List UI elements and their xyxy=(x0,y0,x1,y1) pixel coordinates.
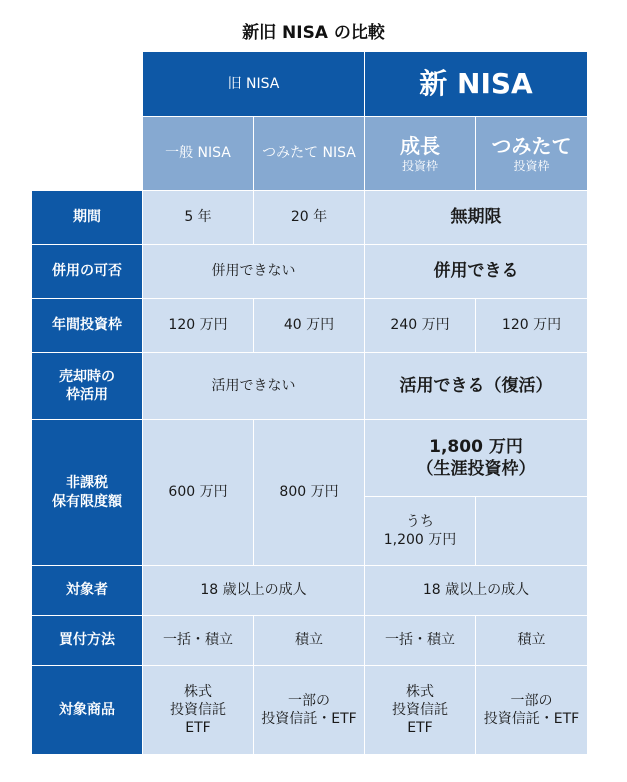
row-label-reuse xyxy=(32,353,142,419)
limit-seicho xyxy=(365,497,475,565)
annual-ippan: 120 万円 xyxy=(143,299,253,352)
annual-tsumitate-new: 120 万円 xyxy=(476,299,587,352)
page-title: 新旧 NISA の比較 xyxy=(242,23,385,43)
products-tsumitate-new xyxy=(476,666,587,754)
header-tsumitate-new-sub: 投資枠 xyxy=(513,158,550,173)
row-label-limit xyxy=(32,420,142,565)
products-ippan-line1: 株式 xyxy=(184,683,212,700)
combined-new: 併用できる xyxy=(365,245,587,298)
row-label-reuse-line1: 売却時の xyxy=(59,368,115,385)
products-seicho-line3: ETF xyxy=(407,720,433,737)
method-tsumitate-new: 積立 xyxy=(476,616,587,665)
header-tsumitate-new-main: つみたて xyxy=(491,133,572,158)
row-label-method: 買付方法 xyxy=(32,616,142,665)
limit-seicho-line2: 1,200 万円 xyxy=(383,532,457,548)
row-label-annual: 年間投資枠 xyxy=(32,299,142,352)
products-tsumitate-line2: 投資信託・ETF xyxy=(261,711,357,727)
reuse-old: 活用できない xyxy=(143,353,364,419)
products-seicho-line1: 株式 xyxy=(406,683,434,700)
limit-new-line1: 1,800 万円 xyxy=(429,436,523,457)
method-ippan: 一括・積立 xyxy=(143,616,253,665)
products-tsumitate-new-line2: 投資信託・ETF xyxy=(483,711,580,727)
row-label-reuse-line2: 枠活用 xyxy=(66,387,108,403)
products-tsumitate-new-line1: 一部の xyxy=(510,692,553,709)
header-old-nisa: 旧 NISA xyxy=(143,52,364,116)
method-tsumitate: 積立 xyxy=(254,616,364,665)
limit-ippan: 600 万円 xyxy=(143,420,253,565)
row-label-limit-line1: 非課税 xyxy=(66,475,108,492)
header-tsumitate-nisa-old: つみたて NISA xyxy=(254,117,364,190)
row-label-limit-line2: 保有限度額 xyxy=(52,493,122,510)
period-tsumitate: 20 年 xyxy=(254,191,364,244)
products-seicho-line2: 投資信託 xyxy=(392,701,448,718)
products-ippan xyxy=(143,666,253,754)
header-seicho-sub: 投資枠 xyxy=(401,158,438,173)
reuse-new: 活用できる（復活） xyxy=(365,353,587,419)
header-seicho-main: 成長 xyxy=(400,133,440,158)
header-ippan-nisa: 一般 NISA xyxy=(143,117,253,190)
products-ippan-line2: 投資信託 xyxy=(170,701,226,718)
limit-seicho-line1: うち xyxy=(406,513,434,530)
header-new-nisa: 新 NISA xyxy=(365,52,587,116)
row-label-combined: 併用の可否 xyxy=(32,245,142,298)
period-new: 無期限 xyxy=(365,191,587,244)
products-ippan-line3: ETF xyxy=(185,720,211,737)
limit-new xyxy=(365,420,587,496)
limit-tsumitate: 800 万円 xyxy=(254,420,364,565)
row-label-products: 対象商品 xyxy=(32,666,142,754)
products-tsumitate-line1: 一部の xyxy=(288,692,330,709)
row-label-target: 対象者 xyxy=(32,566,142,615)
method-seicho: 一括・積立 xyxy=(365,616,475,665)
annual-tsumitate: 40 万円 xyxy=(254,299,364,352)
annual-seicho: 240 万円 xyxy=(365,299,475,352)
target-old: 18 歳以上の成人 xyxy=(143,566,364,615)
target-new: 18 歳以上の成人 xyxy=(365,566,587,615)
header-seicho-waku xyxy=(365,117,475,190)
limit-tsumitate-new-empty xyxy=(476,497,587,565)
products-tsumitate xyxy=(254,666,364,754)
period-ippan: 5 年 xyxy=(143,191,253,244)
row-label-period: 期間 xyxy=(32,191,142,244)
header-tsumitate-waku xyxy=(476,117,587,190)
products-seicho xyxy=(365,666,475,754)
limit-new-line2: （生涯投資枠） xyxy=(416,459,536,479)
combined-old: 併用できない xyxy=(143,245,364,298)
